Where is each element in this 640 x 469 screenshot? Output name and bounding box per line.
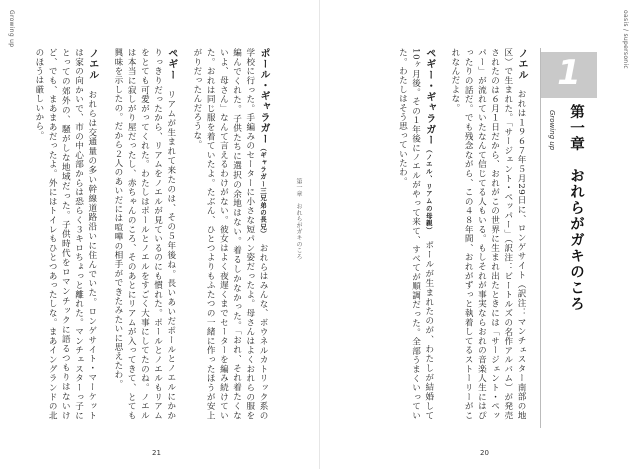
paragraph-text: ポールが生まれたのが、わたしが結婚して10ヶ月後。その１年後にノエルがやって来て、すべてが順調だった。全部うまくいっていた。わたしはそう思っていたわ。 — [397, 48, 434, 420]
paragraph-text: おれは１９６７年５月29日に、ロンゲサイト（訳注：マンチェスター南部の地区）で生まれた。「サージェント・ペッパー」（訳注：ビートルズの名作アルバム）が発売されたのは６月１日だから、おれがこの世界に生まれ出たときには「サージェント・ペッパー」が流れていたなんて信じてる人もいる。もしそれが事実ならおれの音楽人生にはぴったりの話だ。 — [463, 48, 526, 420]
right-body-text — [364, 48, 528, 420]
speaker-note: （ギャラガー三兄弟の長兄） — [259, 144, 267, 235]
chapter-rule — [540, 48, 541, 428]
paragraph-text: リアムが生まれて来たのは、その５年後ね。長いあいだポールとノエルにかかりっきりだったから、リアムをノエルが見ているのにも慣れた。ポールとノエルもリアムをとても可愛がってくれた。わたしはポールとノエルをすごく大事にしてたのね。ノエルは本当に寂しがり屋だったし、赤ちゃんのころ、そのあとにリアムが入ってきて、とても興味を示したの。だから２人のあいだには喧嘩の相手ができたみたいに思えたわ。 — [112, 48, 176, 420]
chapter-subtitle: Growing up — [548, 110, 556, 151]
speaker-name: ノエル — [86, 48, 98, 81]
chapter-number: 1 — [557, 53, 581, 93]
speaker-name: ペギー・ギャラガー — [423, 48, 435, 146]
speaker-name: ペギー — [165, 48, 177, 81]
paragraph — [448, 48, 528, 420]
paragraph — [190, 48, 270, 420]
speaker-note: （ノエル、リアムの母親） — [424, 145, 433, 231]
page-number-right: 20 — [480, 449, 489, 457]
speaker-name: ポール・ギャラガー — [258, 48, 269, 145]
paragraph-text: おれらは交通量の多い幹線道路沿いに住んでいた。ロンゲサイト・マーケットは家の向かいで、市の中心部からは恐らく３キロちょっと離れた。マンチェスターっ子にとっての郊外の、騒がしな地域だった。子供時代をロマンチックに語るつもりはないけど、でも、まあまあだったよ。外にはトイレもひとつあったしな。まあイングランドの北のほうは厳しいから。 — [33, 48, 97, 420]
chapter-footer: 第一章 おれらがガキのころ — [295, 178, 302, 260]
page-number-left: 21 — [152, 449, 161, 457]
left-body-text — [10, 48, 270, 420]
running-head-right: oasis / supersonic — [622, 10, 629, 69]
paragraph-text: でも残念ながら、この４８年間、おれがずっと執着してるストーリーがこれなんだよな。 — [449, 48, 474, 420]
paragraph — [111, 48, 178, 420]
speaker-name: ノエル — [516, 48, 527, 81]
paragraph — [395, 48, 436, 420]
paragraph-text: おれらはみんな、ボウネルカトリック系の学校に行った。手編みのセーターに小さな短パン姿だったよ。母さんはよくおれらの服を編んでくれた。子供たちに選択の余地はない。着るしかなかった。「おれ、それ着たくないよ、母さん」なんて言えるわけがない。彼女はよく夜遅くまでセーターを編み続けていた。おれは同じ服を着ていたよ。たぶん、ひとつよりもふたつの一緒に作ったほうが安上がりだったんだろうな。 — [191, 48, 268, 420]
paragraph — [32, 48, 99, 420]
chapter-title: 第一章 おれらがガキのころ — [568, 104, 584, 312]
running-head-left: Growing up — [8, 10, 15, 48]
